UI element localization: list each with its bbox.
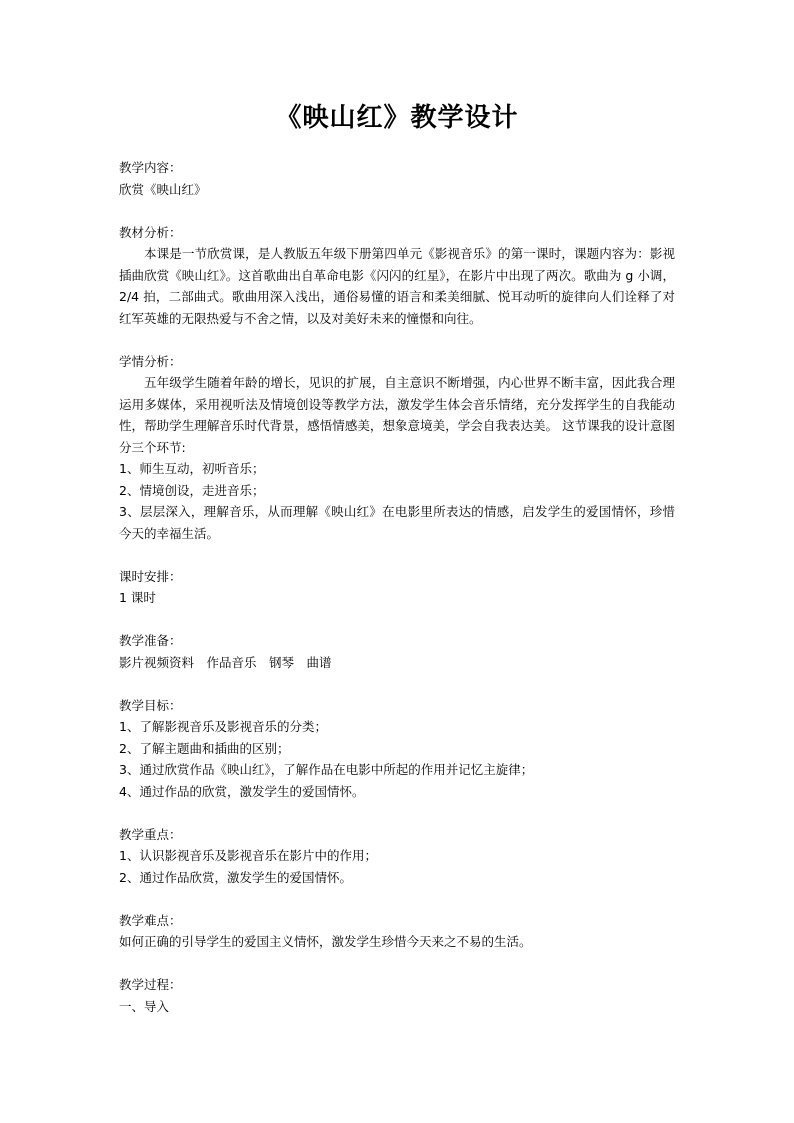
section-line: 欣赏《映山红》 [119,181,207,197]
section-goals [119,695,675,803]
section-student-analysis [119,351,675,545]
section-difficulties [119,910,675,953]
section-heading: 教材分析： [119,224,182,240]
document-body [119,157,675,1039]
list-item: 1、认识影视音乐及影视音乐在影片中的作用； [119,848,377,863]
section-line: 1 课时 [119,590,156,605]
section-line: 如何正确的引导学生的爱国主义情怀，激发学生珍惜今天来之不易的生活。 [119,934,532,949]
section-line: 影片视频资料 作品音乐 钢琴 曲谱 [119,654,332,670]
list-item: 4、通过作品的欣赏，激发学生的爱国情怀。 [119,783,365,799]
section-teaching-content [119,157,675,200]
list-item: 1、师生互动，初听音乐； [119,461,265,476]
list-item: 3、层层深入，理解音乐，从而理解《映山红》在电影里所表达的情感，启发学生的爱国情怀，珍惜今天的幸福生活。 [119,504,675,541]
page-title: 《映山红》教学设计 [275,103,519,133]
section-paragraph: 本课是一节欣赏课，是人教版五年级下册第四单元《影视音乐》的第一课时，课题内容为：影视插曲欣赏《映山红》。这首歌曲出自革命电影《闪闪的红星》，在影片中出现了两次。歌曲为 g 小调，2/4 拍，二部曲式。歌曲用深入浅出，通俗易懂的语言和柔美细腻、悦耳动听的旋律向人们诠释了对红军英雄的无限热爱与不舍之情，以及对美好未来的憧憬和向往。 [119,246,675,326]
section-heading: 教学重点： [119,826,182,842]
section-key-points [119,824,675,889]
section-heading: 课时安排： [119,568,182,584]
list-item: 2、通过作品欣赏，激发学生的爱国情怀。 [119,869,352,885]
section-process [119,974,675,1017]
section-preparation [119,630,675,673]
section-schedule [119,566,675,609]
section-heading: 教学准备： [119,633,182,648]
list-item: 2、情境创设，走进音乐； [119,482,265,498]
list-item: 1、了解影视音乐及影视音乐的分类； [119,719,327,734]
section-heading: 教学目标： [119,697,182,713]
section-heading: 教学过程： [119,977,182,992]
section-line: 一、导入 [119,998,170,1014]
section-heading: 教学难点： [119,912,182,928]
section-heading: 教学内容： [119,160,182,175]
section-heading: 学情分析： [119,353,182,369]
list-item: 3、通过欣赏作品《映山红》，了解作品在电影中所起的作用并记忆主旋律； [119,762,534,777]
section-material-analysis [119,222,675,330]
section-paragraph: 五年级学生随着年龄的增长，见识的扩展，自主意识不断增强，内心世界不断丰富，因此我合理运用多媒体，采用视听法及情境创设等教学方法，激发学生体会音乐情绪，充分发挥学生的自我能动性，帮助学生理解音乐时代背景，感悟情感美，想象意境美，学会自我表达美。 这节课我的设计意图分三个环节: [119,375,675,455]
list-item: 2、了解主题曲和插曲的区别； [119,740,290,756]
